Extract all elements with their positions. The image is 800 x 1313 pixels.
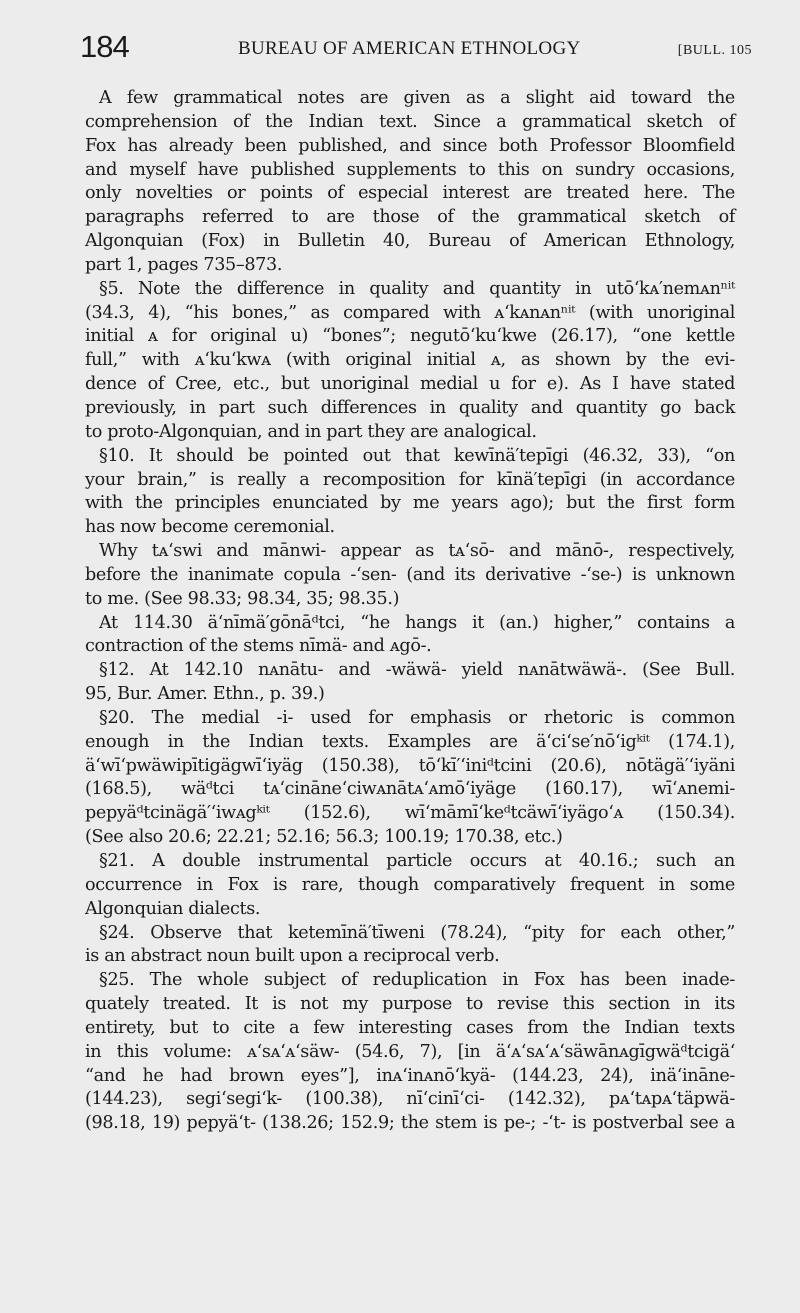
text-line: (See also 20.6; 22.21; 52.16; 56.3; 100.19; 170.38, etc.) bbox=[85, 827, 563, 848]
text-line: (34.3, 4), “his bones,” as compared with ᴀʻkᴀnᴀnⁿⁱᵗ (with unoriginal bbox=[85, 302, 735, 323]
text-line: initial ᴀ for original u) “bones”; negutōʻkuʻkwe (26.17), “one kettle bbox=[85, 326, 735, 347]
text-line: (168.5), wäᵈtci tᴀʻcināneʻciwᴀnātᴀʻᴀmōʻiyäge (160.17), wīʻᴀnemi- bbox=[85, 779, 735, 800]
text-line: full,” with ᴀʻkuʻkwᴀ (with original initial ᴀ, as shown by the evi- bbox=[85, 350, 735, 371]
text-line: Algonquian dialects. bbox=[85, 898, 261, 919]
text-line: At 114.30 äʻnīmä′gōnāᵈtci, “he hangs it (an.) higher,” contains a bbox=[99, 612, 735, 633]
text-line: entirety, but to cite a few interesting cases from the Indian texts bbox=[85, 1017, 735, 1038]
text-line: to me. (See 98.33; 98.34, 35; 98.35.) bbox=[85, 588, 400, 609]
text-line: only novelties or points of especial interest are treated here. The bbox=[85, 183, 735, 204]
text-line: Why tᴀʻswi and mānwi- appear as tᴀʻsō- and mānō-, respectively, bbox=[99, 541, 735, 562]
page-header bbox=[80, 22, 752, 72]
text-line: “and he had brown eyes”], inᴀʻinᴀnōʻkyä- (144.23, 24), inäʻināne- bbox=[85, 1065, 735, 1086]
page-number: 184 bbox=[80, 29, 129, 64]
text-line: §21. A double instrumental particle occurs at 40.16.; such an bbox=[99, 851, 735, 871]
bulletin-reference: [BULL. 105 bbox=[677, 43, 752, 58]
text-line: §5. Note the difference in quality and quantity in utōʻkᴀ′nemᴀnⁿⁱᵗ bbox=[99, 278, 735, 299]
text-line: is an abstract noun built upon a reciprocal verb. bbox=[85, 946, 500, 967]
text-line: contraction of the stems nīmä- and ᴀgō-. bbox=[85, 636, 432, 657]
text-line: quately treated. It is not my purpose to revise this section in its bbox=[85, 994, 735, 1015]
text-line: to proto-Algonquian, and in part they are analogical. bbox=[85, 421, 537, 442]
text-line: comprehension of the Indian text. Since a grammatical sketch of bbox=[85, 111, 735, 132]
text-line: with the principles enunciated by me years ago); but the first form bbox=[85, 493, 735, 514]
text-line: Fox has already been published, and since both Professor Bloomfield bbox=[85, 135, 735, 156]
text-line: äʻwīʻpwäwipītigägwīʻiyäg (150.38), tōʻkī′ʻiniᵈtcini (20.6), nōtägä′ʻiyäni bbox=[85, 755, 735, 776]
running-head: BUREAU OF AMERICAN ETHNOLOGY bbox=[238, 38, 581, 59]
text-line: in this volume: ᴀʻsᴀʻᴀʻsäw- (54.6, 7), [in äʻᴀʻsᴀʻᴀʻsäwānᴀgīgwäᵈtcigäʻ bbox=[85, 1041, 735, 1062]
text-line: §12. At 142.10 nᴀnātu- and -wäwä- yield nᴀnātwäwä-. (See Bull. bbox=[99, 660, 735, 681]
text-line: §24. Observe that ketemīnä′tīweni (78.24), “pity for each other,” bbox=[99, 922, 735, 943]
text-line: your brain,” is really a recomposition for kīnä′tepīgi (in accordance bbox=[85, 469, 735, 490]
text-line: paragraphs referred to are those of the grammatical sketch of bbox=[85, 207, 735, 228]
text-line: A few grammatical notes are given as a slight aid toward the bbox=[99, 88, 735, 108]
text-line: occurrence in Fox is rare, though comparatively frequent in some bbox=[85, 874, 735, 895]
body-text bbox=[85, 87, 735, 1136]
text-line: Algonquian (Fox) in Bulletin 40, Bureau of American Ethnology, bbox=[85, 231, 735, 252]
text-line: 95, Bur. Amer. Ethn., p. 39.) bbox=[85, 684, 325, 705]
text-line: previously, in part such differences in quality and quantity go back bbox=[85, 397, 735, 418]
text-line: part 1, pages 735–873. bbox=[85, 254, 283, 275]
text-line: pepyäᵈtcinägä′ʻiwᴀgᵏⁱᵗ (152.6), wīʻmāmīʻkeᵈtcäwīʻiyägoʻᴀ (150.34). bbox=[85, 803, 735, 824]
text-line: §10. It should be pointed out that kewīnä′tepīgi (46.32, 33), “on bbox=[99, 445, 735, 466]
text-line: before the inanimate copula -ʻsen- (and its derivative -ʻse-) is unknown bbox=[85, 564, 735, 585]
text-line: and myself have published supplements to this on sundry occasions, bbox=[85, 159, 735, 180]
text-line: §20. The medial -i- used for emphasis or rhetoric is common bbox=[99, 707, 735, 728]
text-line: enough in the Indian texts. Examples are äʻciʻse′nōʻigᵏⁱᵗ (174.1), bbox=[85, 731, 735, 752]
text-line: §25. The whole subject of reduplication in Fox has been inade- bbox=[99, 970, 735, 991]
text-line: (144.23), segiʻsegiʻk- (100.38), nīʻcinīʻci- (142.32), pᴀʻtᴀpᴀʻtäpwä- bbox=[85, 1089, 735, 1110]
text-line: dence of Cree, etc., but unoriginal medial u for e). As I have stated bbox=[85, 374, 735, 395]
text-line: (98.18, 19) pepyäʻt- (138.26; 152.9; the stem is pe-; -ʻt- is postverbal see a bbox=[85, 1113, 735, 1134]
text-line: has now become ceremonial. bbox=[85, 517, 335, 538]
